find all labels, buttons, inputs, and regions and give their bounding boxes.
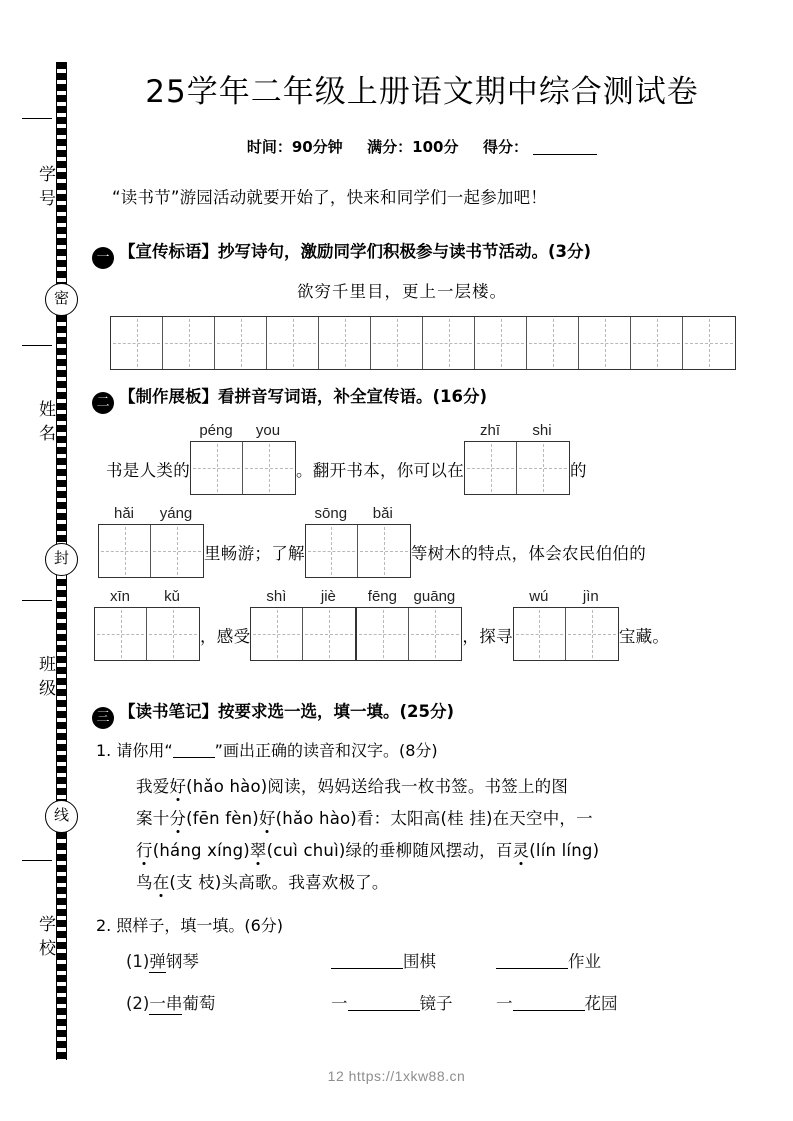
character-writing-grid[interactable] <box>110 316 736 370</box>
grid-cell[interactable] <box>423 317 475 369</box>
pinyin-syllable: hǎi <box>113 505 135 522</box>
pinyin-syllable: kǔ <box>164 588 180 605</box>
passage-char: x <box>207 841 218 860</box>
paper-meta-line <box>92 136 752 157</box>
passage-char: 阅 <box>267 777 285 796</box>
section-three-title: 【读书笔记】按要求选一选，填一填。(25分) <box>119 702 455 721</box>
passage-char: ì <box>293 841 298 860</box>
passage-char: n <box>180 841 191 860</box>
word-writing-grid[interactable] <box>464 441 570 495</box>
blank-word: 花园 <box>584 994 618 1013</box>
passage-char: o <box>213 777 225 796</box>
grid-cell[interactable] <box>215 317 267 369</box>
section-three <box>92 698 782 1020</box>
grid-cell[interactable] <box>409 608 461 660</box>
seal-label-name: 姓名 <box>35 400 55 448</box>
score-blank-field[interactable] <box>533 139 597 155</box>
passage-char: ( <box>186 809 193 828</box>
seal-rule <box>22 118 52 119</box>
pattern-example <box>126 948 199 972</box>
grid-cell[interactable] <box>99 525 151 577</box>
dotted-character: 好 <box>169 777 187 796</box>
passage-char: 的 <box>534 777 552 796</box>
passage-char: 高 <box>238 873 255 892</box>
passage-char: 头 <box>221 873 239 892</box>
passage-char: 了 <box>355 873 372 892</box>
passage-char: n <box>241 809 253 828</box>
page-title: 25学年二年级上册语文期中综合测试卷 <box>145 74 699 110</box>
pinyin-answer-block <box>305 504 411 578</box>
blank-word: 围棋 <box>403 952 436 971</box>
grid-cell[interactable] <box>475 317 527 369</box>
passage-char: 柳 <box>395 841 413 860</box>
pinyin-labels <box>250 587 356 607</box>
grid-cell[interactable] <box>95 608 147 660</box>
section-two-heading <box>92 383 782 409</box>
section-one <box>92 238 782 370</box>
word-writing-grid[interactable] <box>513 607 619 661</box>
passage-char: 给 <box>367 777 385 796</box>
passage-char: f <box>192 809 199 828</box>
pinyin-labels <box>94 587 200 607</box>
passage-char: 签 <box>501 777 518 796</box>
blank-prefix: 一 <box>496 994 513 1013</box>
passage-char: 图 <box>551 777 569 796</box>
pattern-example-keyword: 弹 <box>149 952 166 971</box>
question-2-label: 2. 照样子，填一填。(6分) <box>96 916 284 935</box>
grid-cell[interactable] <box>357 608 409 660</box>
passage-char: ē <box>198 809 210 828</box>
pinyin-syllable: guāng <box>413 588 456 605</box>
answer-blank[interactable] <box>513 996 585 1011</box>
passage-char: 歌 <box>254 873 272 892</box>
time-label: 时间：90分钟 <box>246 138 343 156</box>
fill-blank-group <box>496 990 618 1014</box>
question-1-label-pre: 1. 请你用“ <box>96 741 173 760</box>
passage-char: í <box>540 841 546 860</box>
pinyin-fill-row <box>106 421 782 495</box>
grid-cell[interactable] <box>147 608 199 660</box>
passage-char: ， <box>559 809 577 828</box>
pattern-example-rest: 钢琴 <box>165 952 199 971</box>
pinyin-labels <box>356 587 462 607</box>
passage-char: 一 <box>576 809 593 828</box>
question-1-passage <box>136 773 782 893</box>
grid-cell[interactable] <box>631 317 683 369</box>
passage-char: u <box>323 841 335 860</box>
passage-char: í <box>566 841 572 860</box>
passage-char: 太 <box>390 809 408 828</box>
passage-char: ( <box>529 841 536 860</box>
section-three-heading <box>92 698 782 724</box>
pinyin-labels <box>464 421 570 441</box>
passage-char: á <box>170 841 181 860</box>
passage-char: 书 <box>484 777 502 796</box>
sentence-text: 里畅游；了解 <box>204 543 305 563</box>
passage-char: ， <box>300 777 318 796</box>
pinyin-syllable: you <box>255 422 281 439</box>
passage-char: 枝 <box>198 873 215 892</box>
seal-circle-char-xian: 线 <box>45 800 78 833</box>
grid-cell[interactable] <box>527 317 579 369</box>
passage-char: 书 <box>434 777 452 796</box>
grid-cell[interactable] <box>303 608 355 660</box>
passage-char: è <box>231 809 242 828</box>
section-one-heading <box>92 238 782 264</box>
question-2-items <box>126 948 782 1020</box>
dotted-character: 灵 <box>512 841 530 860</box>
passage-char: ) <box>350 809 357 828</box>
passage-char: ) <box>214 873 222 892</box>
section-number-badge: 三 <box>92 707 114 729</box>
passage-char: ( <box>275 809 283 828</box>
pinyin-fill-row <box>94 587 782 661</box>
grid-cell[interactable] <box>111 317 163 369</box>
seal-label-school: 学校 <box>35 915 55 963</box>
pinyin-syllable: yáng <box>159 505 193 522</box>
passage-char: h <box>282 809 293 828</box>
passage-char: 阳 <box>407 809 424 828</box>
passage-char: ： <box>373 809 391 828</box>
passage-char: g <box>581 841 593 860</box>
seal-rule <box>22 860 52 861</box>
grid-cell[interactable] <box>243 442 295 494</box>
seal-circle-char-mi: 密 <box>45 283 78 316</box>
passage-char: ) <box>243 841 250 860</box>
pinyin-syllable: fēng <box>367 588 397 605</box>
poem-to-copy: 欲穷千里目，更上一层楼。 <box>297 282 507 301</box>
sentence-text: 书是人类的 <box>106 460 190 480</box>
passage-char: ) <box>338 841 346 860</box>
grid-cell[interactable] <box>163 317 215 369</box>
passage-char: c <box>273 841 283 860</box>
pinyin-labels <box>513 587 619 607</box>
pattern-example-rest: 葡萄 <box>182 994 216 1013</box>
pattern-example-keyword: 一串 <box>149 994 183 1013</box>
grid-cell[interactable] <box>683 317 735 369</box>
pinyin-syllable: shì <box>266 588 287 605</box>
passage-char: 签 <box>451 777 468 796</box>
passage-char: 中 <box>542 809 560 828</box>
passage-char: 空 <box>526 809 543 828</box>
passage-char: f <box>225 809 232 828</box>
passage-char: 。 <box>271 873 289 892</box>
underline-sample <box>173 743 215 758</box>
passage-char: 欢 <box>321 873 339 892</box>
passage-char: 桂 <box>447 809 464 828</box>
pinyin-syllable: jiè <box>320 588 336 605</box>
seal-label-class: 班级 <box>35 655 55 703</box>
passage-line <box>136 837 782 861</box>
pinyin-syllable: bǎi <box>372 505 393 522</box>
question-1-label-post: ”画出正确的读音和汉字。(8分) <box>214 741 438 760</box>
pinyin-answer-block <box>94 587 200 661</box>
passage-char: 的 <box>362 841 379 860</box>
full-score-label: 满分：100分 <box>367 138 459 156</box>
grid-cell[interactable] <box>514 608 566 660</box>
passage-char: 动 <box>462 841 480 860</box>
sealing-line-strip <box>0 0 92 1121</box>
fill-pattern-row <box>126 990 782 1020</box>
passage-char: 挂 <box>469 809 486 828</box>
grid-cell[interactable] <box>267 317 319 369</box>
sentence-text: 的 <box>570 460 587 480</box>
blank-word: 镜子 <box>419 994 453 1013</box>
grid-cell[interactable] <box>319 317 371 369</box>
word-writing-grid[interactable] <box>94 607 200 661</box>
word-writing-grid[interactable] <box>356 607 462 661</box>
passage-char: à <box>329 809 340 828</box>
sentence-text: 宝藏。 <box>618 626 670 646</box>
sentence-text: ，感受 <box>200 626 251 646</box>
pinyin-syllable: xīn <box>109 588 130 605</box>
passage-char: 喜 <box>305 873 322 892</box>
grid-cell[interactable] <box>151 525 203 577</box>
intro-text: “读书节”游园活动就要开始了，快来和同学们一起参加吧！ <box>112 188 547 207</box>
dotted-character: 翠 <box>249 841 267 860</box>
passage-char: h <box>192 777 204 796</box>
score-label: 得分： <box>482 138 528 156</box>
seal-rule <box>22 600 52 601</box>
passage-char: l <box>535 841 541 860</box>
passage-char: ǎ <box>203 777 214 796</box>
sentence-text: 。翻开书本，你可以在 <box>296 460 464 480</box>
passage-char: 垂 <box>378 841 396 860</box>
section-number-badge: 二 <box>92 392 114 414</box>
passage-char: 我 <box>384 777 402 796</box>
passage-char: 送 <box>350 777 368 796</box>
passage-char: 妈 <box>317 777 335 796</box>
pinyin-answer-block <box>250 587 356 661</box>
passage-char: ( <box>440 809 448 828</box>
pinyin-answer-block <box>464 421 570 495</box>
seal-label-student-id: 学号 <box>35 165 55 213</box>
passage-char: 极 <box>338 873 356 892</box>
passage-char: 。 <box>467 777 485 796</box>
passage-char: ， <box>479 841 496 860</box>
item-index: (2) <box>126 994 150 1013</box>
passage-char: ) <box>260 777 268 796</box>
passage-char: ( <box>266 841 274 860</box>
pinyin-syllable: sōng <box>314 505 348 522</box>
seal-circle-char-feng: 封 <box>45 543 78 576</box>
pattern-example <box>126 990 215 1014</box>
fill-blank-group <box>331 990 453 1014</box>
pinyin-syllable: jìn <box>582 588 599 605</box>
passage-char: 看 <box>356 809 374 828</box>
passage-char: í <box>217 841 222 860</box>
passage-char: 绿 <box>345 841 363 860</box>
pinyin-labels <box>190 421 296 441</box>
pinyin-syllable: zhī <box>479 422 500 439</box>
passage-char: 鸟 <box>136 873 153 892</box>
passage-char: o <box>303 809 314 828</box>
grid-cell[interactable] <box>371 317 423 369</box>
dotted-character: 行 <box>136 841 153 860</box>
grid-cell[interactable] <box>358 525 410 577</box>
grid-cell[interactable] <box>579 317 631 369</box>
passage-char: 天 <box>509 809 526 828</box>
sentence-text: 等树木的特点，体会农民伯伯的 <box>410 543 647 563</box>
passage-char: ( <box>169 873 177 892</box>
pinyin-labels <box>305 504 411 524</box>
grid-cell[interactable] <box>191 442 243 494</box>
passage-char: 枚 <box>417 777 435 796</box>
pinyin-fill-row <box>98 504 782 578</box>
answer-blank[interactable] <box>496 954 568 969</box>
passage-char: h <box>312 841 324 860</box>
dotted-character: 分 <box>169 809 187 828</box>
passage-char: 我 <box>288 873 306 892</box>
passage-char: n <box>571 841 582 860</box>
pinyin-syllable: shi <box>532 422 552 439</box>
passage-char: 风 <box>429 841 446 860</box>
passage-char: h <box>229 777 241 796</box>
passage-char: 百 <box>495 841 513 860</box>
passage-char: ) <box>485 809 493 828</box>
passage-char: c <box>303 841 313 860</box>
item-index: (1) <box>126 952 150 971</box>
passage-char: à <box>240 777 251 796</box>
fill-blank-group <box>496 948 601 972</box>
pinyin-answer-block <box>513 587 619 661</box>
section-two-title: 【制作展板】看拼音写词语，补全宣传语。(16分) <box>119 387 488 406</box>
passage-char: 摆 <box>445 841 463 860</box>
passage-char: o <box>250 777 261 796</box>
passage-char: u <box>282 841 294 860</box>
blank-prefix: 一 <box>331 994 348 1013</box>
pinyin-labels <box>98 504 204 524</box>
passage-line <box>136 869 782 893</box>
passage-char: h <box>319 809 330 828</box>
pinyin-syllable: wú <box>529 588 549 605</box>
paper-content <box>92 0 782 1121</box>
pinyin-answer-block <box>356 587 462 661</box>
word-writing-grid[interactable] <box>98 524 204 578</box>
pinyin-answer-block <box>98 504 204 578</box>
question-1-label <box>96 738 782 761</box>
passage-char: l <box>561 841 567 860</box>
passage-char: n <box>209 809 220 828</box>
passage-char: ǎ <box>292 809 304 828</box>
passage-char: 支 <box>176 873 193 892</box>
passage-char: 在 <box>492 809 510 828</box>
passage-char: g <box>232 841 244 860</box>
passage-char: 我 <box>136 777 153 796</box>
passage-line <box>136 805 782 829</box>
passage-char: ì <box>334 841 339 860</box>
passage-char: o <box>340 809 351 828</box>
word-writing-grid[interactable] <box>250 607 356 661</box>
passage-char: 高 <box>423 809 441 828</box>
passage-char: 。 <box>371 873 389 892</box>
section-two <box>92 383 782 661</box>
passage-char: ( <box>152 841 160 860</box>
word-writing-grid[interactable] <box>305 524 411 578</box>
passage-char: n <box>221 841 233 860</box>
blank-word: 作业 <box>568 952 601 971</box>
passage-char: n <box>545 841 557 860</box>
passage-char: 爱 <box>152 777 170 796</box>
pinyin-answer-block <box>190 421 296 495</box>
grid-cell[interactable] <box>566 608 618 660</box>
passage-char: ( <box>186 777 193 796</box>
watermark-text: 12 https://1xkw88.cn <box>327 1068 466 1084</box>
passage-char: 读 <box>284 777 301 796</box>
answer-blank[interactable] <box>331 954 403 969</box>
passage-char: 随 <box>412 841 430 860</box>
fill-pattern-row <box>126 948 782 978</box>
answer-blank[interactable] <box>348 996 420 1011</box>
grid-cell[interactable] <box>251 608 303 660</box>
grid-cell[interactable] <box>465 442 517 494</box>
fill-blank-group <box>331 948 436 972</box>
passage-char: 案 <box>136 809 153 828</box>
section-number-badge: 一 <box>92 247 114 269</box>
passage-line <box>136 773 782 797</box>
passage-char: ) <box>252 809 259 828</box>
word-writing-grid[interactable] <box>190 441 296 495</box>
dotted-character: 好 <box>258 809 276 828</box>
sentence-text: ，探寻 <box>462 626 513 646</box>
passage-char: 一 <box>401 777 418 796</box>
passage-char: 十 <box>152 809 170 828</box>
section-one-title: 【宣传标语】抄写诗句，激励同学们积极参与读书节活动。(3分) <box>119 242 592 261</box>
passage-char: 妈 <box>334 777 351 796</box>
grid-cell[interactable] <box>306 525 358 577</box>
grid-cell[interactable] <box>517 442 569 494</box>
seal-rule <box>22 345 52 346</box>
dotted-character: 在 <box>152 873 170 892</box>
passage-char: g <box>191 841 202 860</box>
passage-char: 上 <box>517 777 535 796</box>
pinyin-syllable: péng <box>199 422 233 439</box>
passage-char: h <box>159 841 171 860</box>
passage-char: ) <box>592 841 600 860</box>
